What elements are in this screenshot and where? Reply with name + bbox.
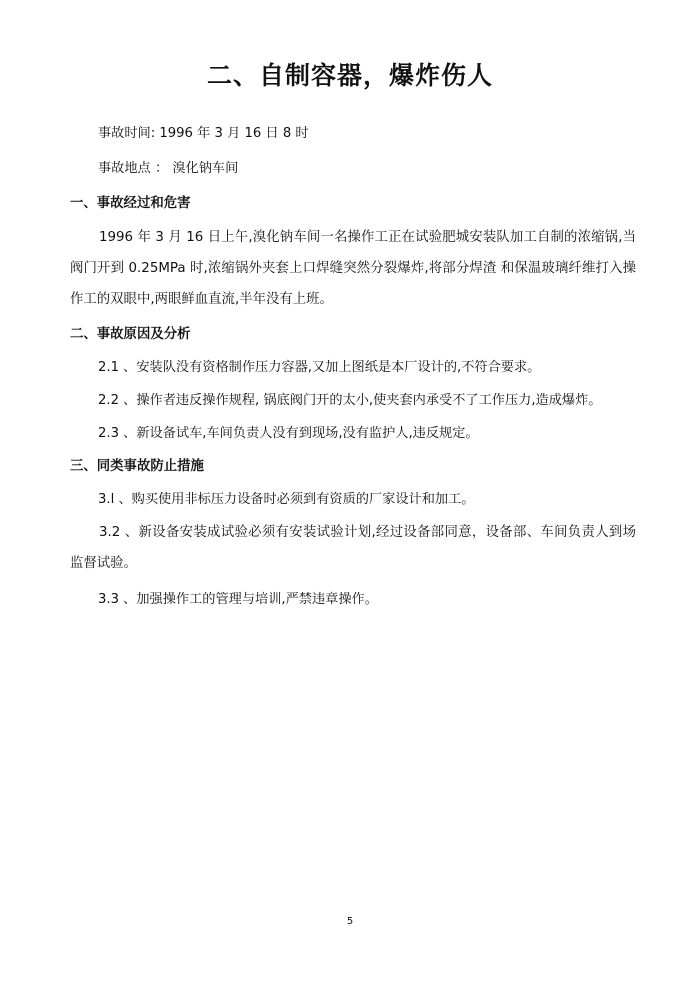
prevention-item: 3.3 、加强操作工的管理与培训,严禁违章操作。 [98, 592, 378, 607]
section-heading-process: 一、事故经过和危害 [70, 196, 191, 211]
section-paragraph-process: 1996 年 3 月 16 日上午,溴化钠车间一名操作工正在试验肥城安装队加工自制的浓缩锅,当阀门开到 0.25MPa 时,浓缩锅外夹套上口焊缝突然分裂爆炸,将部分焊渣 和保温玻璃纤维打入操作工的双眼中,两眼鲜血直流,半年没有上班。 [70, 230, 636, 307]
accident-time: 事故时间: 1996 年 3 月 16 日 8 时 [98, 126, 309, 141]
prevention-item: 3.l 、购买使用非标压力设备时必须到有资质的厂家设计和加工。 [98, 492, 475, 507]
cause-item: 2.1 、安装队没有资格制作压力容器,又加上图纸是本厂设计的,不符合要求。 [98, 360, 541, 375]
section-heading-prevention: 三、同类事故防止措施 [70, 459, 204, 474]
document-title: 二、自制容器，爆炸伤人 [206, 61, 493, 90]
cause-item: 2.3 、新设备试车,车间负责人没有到现场,没有监护人,违反规定。 [98, 426, 479, 441]
section-heading-causes: 二、事故原因及分析 [70, 327, 191, 342]
page-number: 5 [346, 916, 354, 927]
prevention-item: 3.2 、新设备安装成试验必须有安装试验计划,经过设备部同意，设备部、车间负责人到场监督试验。 [70, 525, 636, 571]
accident-location: 事故地点 ： 溴化钠车间 [98, 161, 239, 176]
cause-item: 2.2 、操作者违反操作规程, 锅底阀门开的太小,使夹套内承受不了工作压力,造成爆炸。 [98, 393, 602, 408]
